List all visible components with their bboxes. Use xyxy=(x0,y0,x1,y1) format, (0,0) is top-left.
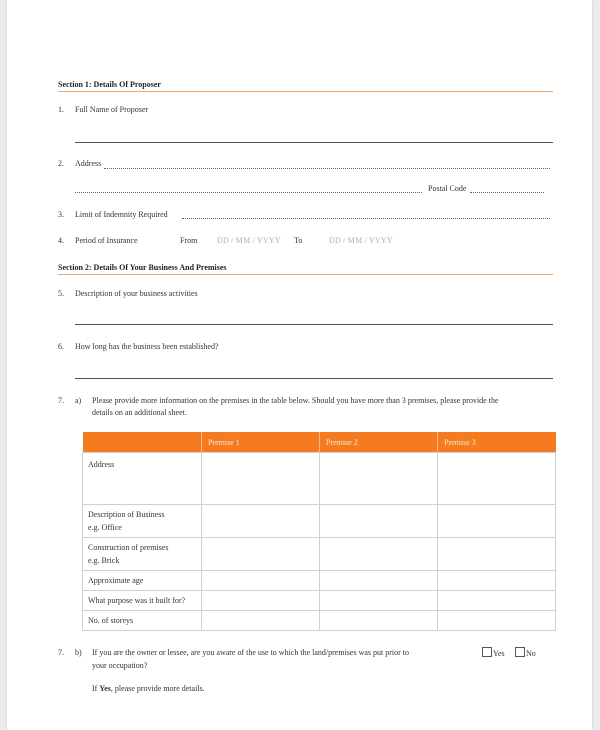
q4-number: 4. xyxy=(58,236,64,245)
section-2-rule xyxy=(58,274,553,275)
table-row xyxy=(83,453,556,505)
row-label-address: Address xyxy=(88,460,115,469)
if-yes-bold: Yes xyxy=(99,684,111,693)
cell-input[interactable] xyxy=(320,538,438,571)
cell-input[interactable] xyxy=(438,538,556,571)
address-line-2-field[interactable] xyxy=(75,192,422,193)
table-row xyxy=(83,591,556,611)
row-label-description: Description of Business xyxy=(88,510,165,519)
if-yes-prefix: If xyxy=(92,684,100,693)
table-header: Premise 3 xyxy=(438,432,556,453)
cell-input[interactable] xyxy=(438,591,556,611)
row-label-purpose: What purpose was it built for? xyxy=(88,596,186,605)
if-yes-suffix: , please provide more details. xyxy=(110,684,205,693)
q4-label: Period of Insurance xyxy=(75,236,138,245)
q7a-letter: a) xyxy=(75,396,82,405)
full-name-field[interactable] xyxy=(75,142,553,143)
cell-input[interactable] xyxy=(202,538,320,571)
address-line-1-field[interactable] xyxy=(104,168,550,169)
q6-number: 6. xyxy=(58,342,64,351)
table-row xyxy=(83,538,556,571)
cell-input[interactable] xyxy=(320,611,438,631)
q3-label: Limit of Indemnity Required xyxy=(75,210,168,219)
table-header: Premise 2 xyxy=(320,432,438,453)
q7b-letter: b) xyxy=(75,648,82,657)
cell-input[interactable] xyxy=(438,571,556,591)
if-yes-instruction xyxy=(92,684,205,693)
yes-label: Yes xyxy=(493,649,505,658)
section-1-rule xyxy=(58,91,553,92)
row-label-description-example: e.g. Office xyxy=(88,523,122,532)
from-date-input[interactable]: DD / MM / YYYY xyxy=(217,236,281,245)
cell-input[interactable] xyxy=(320,571,438,591)
q3-number: 3. xyxy=(58,210,64,219)
from-label: From xyxy=(180,236,198,245)
q5-label: Description of your business activities xyxy=(75,289,198,298)
q7a-text-line-1: Please provide more information on the premises in the table below. Should you have more than 3 premises, please provide the xyxy=(92,396,499,405)
q7a-number: 7. xyxy=(58,396,64,405)
cell-input[interactable] xyxy=(320,505,438,538)
q2-label: Address xyxy=(75,159,102,168)
row-label-construction: Construction of premises xyxy=(88,543,169,552)
table-row xyxy=(83,571,556,591)
cell-input[interactable] xyxy=(438,505,556,538)
q1-label: Full Name of Proposer xyxy=(75,105,149,114)
q7b-text-line-2: your occupation? xyxy=(92,661,148,670)
q6-label: How long has the business been established? xyxy=(75,342,219,351)
no-checkbox[interactable] xyxy=(515,647,525,657)
row-label-age: Approximate age xyxy=(88,576,144,585)
cell-input[interactable] xyxy=(320,591,438,611)
indemnity-limit-field[interactable] xyxy=(182,218,550,219)
row-label-storeys: No. of storeys xyxy=(88,616,134,625)
no-label: No xyxy=(526,649,536,658)
yes-option[interactable] xyxy=(482,647,505,658)
form-page xyxy=(7,0,592,730)
q7b-text-line-1: If you are the owner or lessee, are you aware of the use to which the land/premises was put prior to xyxy=(92,648,410,657)
cell-input[interactable] xyxy=(202,611,320,631)
cell-input[interactable] xyxy=(438,453,556,505)
no-option[interactable] xyxy=(515,647,536,658)
q1-number: 1. xyxy=(58,105,64,114)
postal-code-label: Postal Code xyxy=(428,184,467,193)
table-row xyxy=(83,505,556,538)
table-header: Premise 1 xyxy=(202,432,320,453)
yes-checkbox[interactable] xyxy=(482,647,492,657)
postal-code-field[interactable] xyxy=(470,192,544,193)
table-header xyxy=(83,432,202,453)
business-description-field[interactable] xyxy=(75,324,553,325)
cell-input[interactable] xyxy=(202,571,320,591)
business-established-field[interactable] xyxy=(75,378,553,379)
to-date-input[interactable]: DD / MM / YYYY xyxy=(329,236,393,245)
cell-input[interactable] xyxy=(202,453,320,505)
section-1-title: Section 1: Details Of Proposer xyxy=(58,80,161,89)
to-label: To xyxy=(294,236,303,245)
q2-number: 2. xyxy=(58,159,64,168)
cell-input[interactable] xyxy=(202,591,320,611)
table-row xyxy=(83,611,556,631)
cell-input[interactable] xyxy=(438,611,556,631)
table-header-row xyxy=(83,432,556,453)
q7b-number: 7. xyxy=(58,648,64,657)
premises-table xyxy=(82,432,556,631)
cell-input[interactable] xyxy=(320,453,438,505)
q5-number: 5. xyxy=(58,289,64,298)
q7a-text-line-2: details on an additional sheet. xyxy=(92,408,187,417)
row-label-construction-example: e.g. Brick xyxy=(88,556,120,565)
section-2-title: Section 2: Details Of Your Business And Premises xyxy=(58,263,227,272)
cell-input[interactable] xyxy=(202,505,320,538)
